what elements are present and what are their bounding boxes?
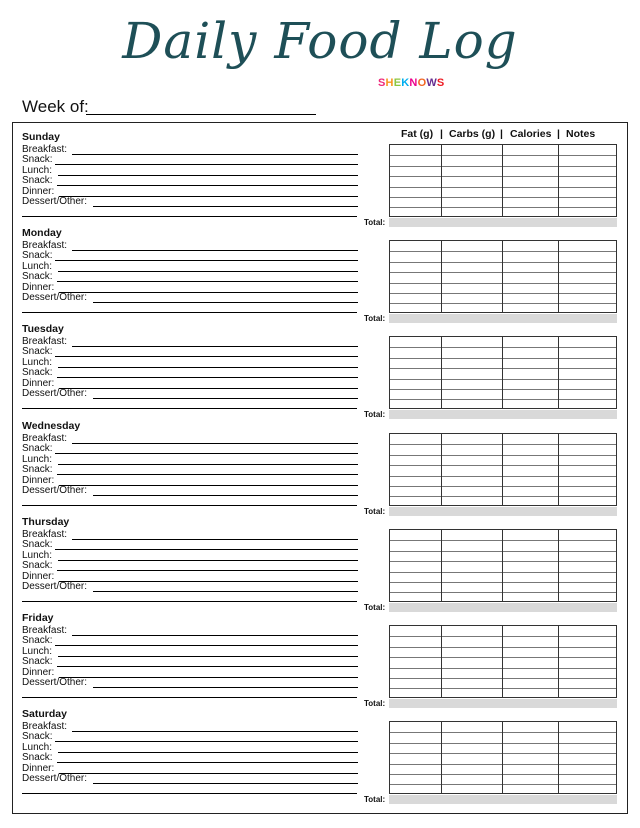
day-name: Thursday <box>22 516 70 528</box>
grid-row-line <box>390 561 616 562</box>
grid-row-line <box>390 572 616 573</box>
grid-row-line <box>390 272 616 273</box>
meal-entry-line[interactable] <box>93 591 358 592</box>
meal-row <box>22 293 362 303</box>
grid-row-line <box>390 636 616 637</box>
grid-column-line <box>558 626 559 697</box>
extra-entry-line[interactable] <box>22 697 357 698</box>
total-label: Total: <box>364 603 386 612</box>
meal-entry-line[interactable] <box>93 495 358 496</box>
meal-label: Lunch: <box>22 356 53 368</box>
meal-row <box>22 455 362 465</box>
grid-row-line <box>390 657 616 658</box>
meal-row <box>22 647 362 657</box>
meal-label: Snack: <box>22 752 53 764</box>
day-name: Friday <box>22 612 54 624</box>
meal-label: Snack: <box>22 154 53 166</box>
grid-row-line <box>390 774 616 775</box>
meal-row <box>22 540 362 550</box>
grid-column-line <box>558 241 559 312</box>
meal-entry-line[interactable] <box>93 687 358 688</box>
total-row[interactable] <box>389 218 617 227</box>
grid-column-line <box>441 626 442 697</box>
grid-row-line <box>390 207 616 208</box>
grid-row-line <box>390 187 616 188</box>
grid-row-line <box>390 678 616 679</box>
meal-label: Dinner: <box>22 281 55 293</box>
grid-column-line <box>558 434 559 505</box>
grid-column-line <box>558 530 559 601</box>
meal-label: Breakfast: <box>22 433 68 444</box>
meal-label: Lunch: <box>22 164 53 176</box>
total-label: Total: <box>364 218 386 227</box>
grid-row-line <box>390 293 616 294</box>
meal-row <box>22 337 362 347</box>
extra-entry-line[interactable] <box>22 793 357 794</box>
grid-column-line <box>502 337 503 408</box>
total-label: Total: <box>364 314 386 323</box>
total-row[interactable] <box>389 314 617 323</box>
grid-column-line <box>441 530 442 601</box>
meal-label: Dessert/Other: <box>22 677 88 688</box>
grid-column-line <box>441 434 442 505</box>
meal-row <box>22 743 362 753</box>
meal-label: Snack: <box>22 250 53 262</box>
grid-row-line <box>390 283 616 284</box>
meal-label: Dessert/Other: <box>22 196 88 207</box>
day-section-0 <box>0 131 640 227</box>
nutrition-grid[interactable] <box>389 529 617 602</box>
day-section-2 <box>0 323 640 419</box>
meal-label: Snack: <box>22 271 53 283</box>
meal-row <box>22 145 362 155</box>
grid-row-line <box>390 251 616 252</box>
meal-label: Dinner: <box>22 570 55 582</box>
meal-label: Dinner: <box>22 474 55 486</box>
grid-row-line <box>390 476 616 477</box>
day-section-1 <box>0 227 640 323</box>
meal-row <box>22 262 362 272</box>
column-separator: | <box>500 128 503 140</box>
meal-row <box>22 389 362 399</box>
meal-label: Snack: <box>22 175 53 187</box>
meal-row <box>22 774 362 784</box>
grid-row-line <box>390 176 616 177</box>
day-name: Sunday <box>22 131 60 143</box>
meal-row <box>22 166 362 176</box>
meal-label: Breakfast: <box>22 529 68 540</box>
meal-label: Breakfast: <box>22 144 68 155</box>
meal-label: Dinner: <box>22 185 55 197</box>
grid-row-line <box>390 582 616 583</box>
grid-row-line <box>390 455 616 456</box>
grid-row-line <box>390 647 616 648</box>
grid-row-line <box>390 668 616 669</box>
grid-column-line <box>502 626 503 697</box>
meal-label: Snack: <box>22 731 53 743</box>
week-of-field[interactable] <box>86 114 316 115</box>
grid-column-line <box>502 434 503 505</box>
meal-label: Snack: <box>22 539 53 551</box>
grid-row-line <box>390 166 616 167</box>
grid-row-line <box>390 784 616 785</box>
meal-row <box>22 358 362 368</box>
grid-row-line <box>390 688 616 689</box>
nutrition-grid[interactable] <box>389 625 617 698</box>
meal-row <box>22 626 362 636</box>
calories-column-header: Calories <box>510 128 552 140</box>
grid-column-line <box>558 337 559 408</box>
grid-row-line <box>390 551 616 552</box>
grid-column-line <box>502 530 503 601</box>
page-title: Daily Food Log <box>122 12 518 70</box>
grid-column-line <box>558 722 559 793</box>
meal-row <box>22 636 362 646</box>
notes-column-header: Notes <box>566 128 596 140</box>
grid-row-line <box>390 743 616 744</box>
meal-row <box>22 176 362 186</box>
meal-label: Snack: <box>22 367 53 379</box>
meal-row <box>22 155 362 165</box>
meal-entry-line[interactable] <box>93 783 358 784</box>
meal-row <box>22 347 362 357</box>
meal-row <box>22 753 362 763</box>
meal-entry-line[interactable] <box>93 398 358 399</box>
meal-label: Lunch: <box>22 549 53 561</box>
meal-row <box>22 197 362 207</box>
meal-row <box>22 732 362 742</box>
meal-label: Lunch: <box>22 645 53 657</box>
fat-column-header: Fat (g) <box>401 128 434 140</box>
meal-row <box>22 657 362 667</box>
grid-row-line <box>390 444 616 445</box>
grid-row-line <box>390 496 616 497</box>
day-section-4 <box>0 516 640 612</box>
day-section-3 <box>0 420 640 516</box>
grid-column-line <box>502 722 503 793</box>
day-name: Wednesday <box>22 420 81 432</box>
grid-row-line <box>390 732 616 733</box>
meal-label: Dinner: <box>22 377 55 389</box>
grid-row-line <box>390 368 616 369</box>
meal-label: Snack: <box>22 635 53 647</box>
meal-row <box>22 561 362 571</box>
extra-entry-line[interactable] <box>22 601 357 602</box>
total-row[interactable] <box>389 795 617 804</box>
meal-row <box>22 551 362 561</box>
day-name: Tuesday <box>22 323 64 335</box>
total-label: Total: <box>364 699 386 708</box>
meal-label: Dessert/Other: <box>22 773 88 784</box>
meal-label: Lunch: <box>22 260 53 272</box>
meal-row <box>22 722 362 732</box>
grid-column-line <box>441 145 442 216</box>
brand-logo: SHEKNOWS <box>378 77 445 89</box>
total-row[interactable] <box>389 410 617 419</box>
nutrition-grid[interactable] <box>389 240 617 313</box>
grid-row-line <box>390 753 616 754</box>
extra-entry-line[interactable] <box>22 216 357 217</box>
grid-row-line <box>390 347 616 348</box>
meal-label: Snack: <box>22 560 53 572</box>
meal-row <box>22 678 362 688</box>
meal-label: Breakfast: <box>22 625 68 636</box>
nutrition-grid[interactable] <box>389 433 617 506</box>
meal-entry-line[interactable] <box>93 302 358 303</box>
meal-label: Dessert/Other: <box>22 388 88 399</box>
day-name: Monday <box>22 227 62 239</box>
grid-row-line <box>390 303 616 304</box>
meal-row <box>22 530 362 540</box>
meal-entry-line[interactable] <box>93 206 358 207</box>
grid-row-line <box>390 540 616 541</box>
grid-row-line <box>390 389 616 390</box>
grid-row-line <box>390 764 616 765</box>
grid-column-line <box>502 145 503 216</box>
meal-row <box>22 465 362 475</box>
grid-row-line <box>390 197 616 198</box>
meal-label: Snack: <box>22 464 53 476</box>
grid-row-line <box>390 379 616 380</box>
total-row[interactable] <box>389 603 617 612</box>
meal-label: Dessert/Other: <box>22 485 88 496</box>
total-label: Total: <box>364 410 386 419</box>
total-row[interactable] <box>389 699 617 708</box>
total-label: Total: <box>364 507 386 516</box>
nutrition-grid[interactable] <box>389 144 617 217</box>
total-row[interactable] <box>389 507 617 516</box>
meal-label: Snack: <box>22 656 53 668</box>
meal-label: Dinner: <box>22 762 55 774</box>
meal-row <box>22 486 362 496</box>
nutrition-grid[interactable] <box>389 336 617 409</box>
meal-row <box>22 272 362 282</box>
day-section-5 <box>0 612 640 708</box>
nutrition-grid[interactable] <box>389 721 617 794</box>
meal-label: Dessert/Other: <box>22 581 88 592</box>
meal-label: Breakfast: <box>22 240 68 251</box>
grid-row-line <box>390 358 616 359</box>
meal-label: Snack: <box>22 346 53 358</box>
column-separator: | <box>557 128 560 140</box>
grid-column-line <box>502 241 503 312</box>
grid-column-line <box>441 722 442 793</box>
meal-label: Breakfast: <box>22 336 68 347</box>
meal-row <box>22 582 362 592</box>
meal-label: Snack: <box>22 443 53 455</box>
grid-column-line <box>558 145 559 216</box>
grid-row-line <box>390 592 616 593</box>
day-name: Saturday <box>22 708 67 720</box>
carbs-column-header: Carbs (g) <box>449 128 496 140</box>
grid-row-line <box>390 486 616 487</box>
column-separator: | <box>440 128 443 140</box>
grid-row-line <box>390 465 616 466</box>
meal-row <box>22 444 362 454</box>
extra-entry-line[interactable] <box>22 312 357 313</box>
total-label: Total: <box>364 795 386 804</box>
grid-row-line <box>390 155 616 156</box>
meal-row <box>22 368 362 378</box>
meal-row <box>22 434 362 444</box>
day-section-6 <box>0 708 640 804</box>
grid-column-line <box>441 241 442 312</box>
meal-row <box>22 241 362 251</box>
extra-entry-line[interactable] <box>22 505 357 506</box>
meal-label: Dinner: <box>22 666 55 678</box>
meal-label: Dessert/Other: <box>22 292 88 303</box>
meal-label: Lunch: <box>22 453 53 465</box>
week-of-label: Week of: <box>22 97 89 116</box>
grid-row-line <box>390 399 616 400</box>
meal-label: Breakfast: <box>22 721 68 732</box>
meal-label: Lunch: <box>22 741 53 753</box>
extra-entry-line[interactable] <box>22 408 357 409</box>
grid-column-line <box>441 337 442 408</box>
grid-row-line <box>390 262 616 263</box>
meal-row <box>22 251 362 261</box>
